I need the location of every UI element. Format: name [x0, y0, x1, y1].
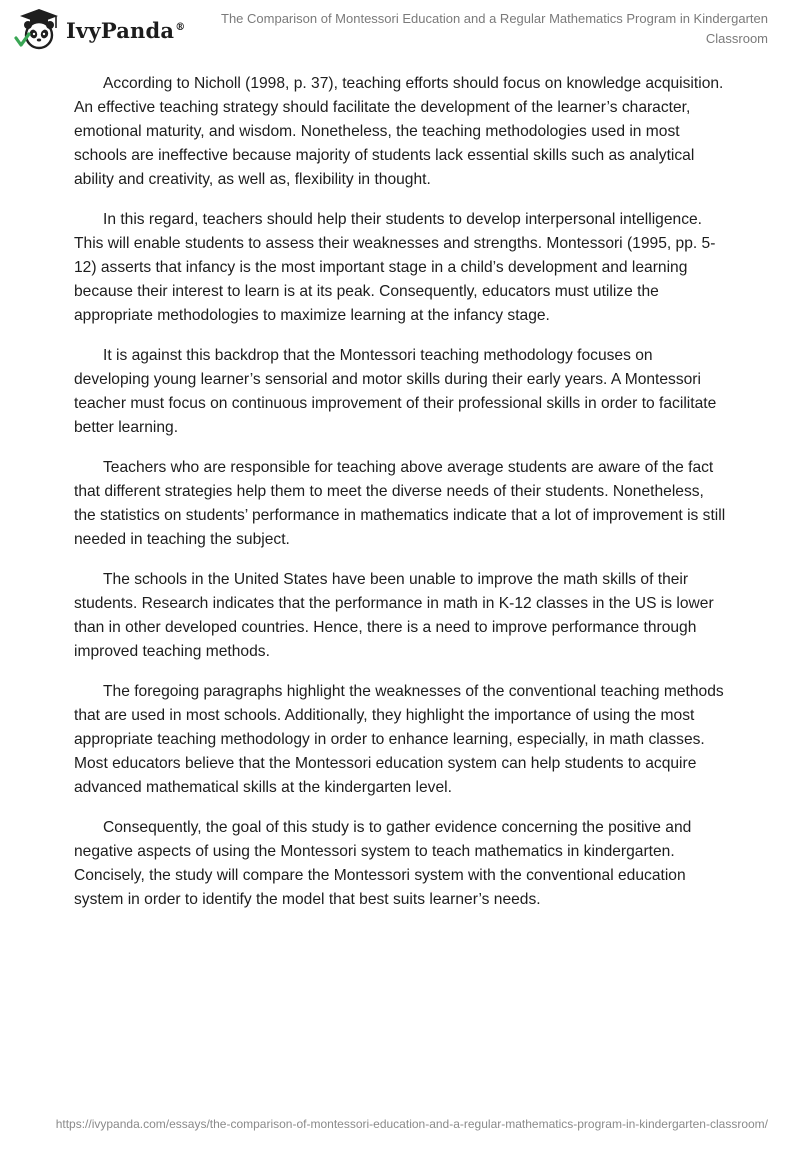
- paragraph: In this regard, teachers should help their students to develop interpersonal intelligence. This will enable students to assess their weaknesses and strengths. Montessori (1995, pp. 5-12) asserts that infancy is the most important stage in a child’s development and learning because their interest to learn is at its peak. Consequently, educators must utilize the appropriate methodologies to maximize learning at the infancy stage.: [74, 211, 716, 324]
- logo-text: IvyPanda®: [66, 17, 186, 43]
- source-url-link[interactable]: https://ivypanda.com/essays/the-comparison-of-montessori-education-and-a-regular-mathematics-program-in-kindergarten-classroom/: [55, 1117, 768, 1131]
- paragraph: Teachers who are responsible for teaching above average students are aware of the fact that different strategies help them to meet the diverse needs of their students. Nonetheless, the statistics on students’ performance in mathematics indicate that a lot of improvement is still needed in teaching the subject.: [74, 459, 726, 548]
- panda-graduate-icon: [12, 8, 64, 52]
- ivypanda-logo[interactable]: [12, 8, 185, 52]
- registered-mark: ®: [175, 21, 186, 33]
- paragraph: According to Nicholl (1998, p. 37), teaching efforts should focus on knowledge acquisition. An effective teaching strategy should facilitate the development of the learner’s character, emotional maturity, and wisdom. Nonetheless, the teaching methodologies used in most schools are ineffective because majority of students lack essential skills such as analytical ability and creativity, as well as, flexibility in thought.: [74, 75, 724, 188]
- paragraph: The schools in the United States have been unable to improve the math skills of their students. Research indicates that the performance in math in K-12 classes in the US is lower than in other developed countries. Hence, there is a need to improve performance through improved teaching methods.: [74, 571, 714, 660]
- document-title: The Comparison of Montessori Education and a Regular Mathematics Program in Kindergarten Classroom: [221, 11, 768, 46]
- page-header: [0, 0, 800, 60]
- paragraph: Consequently, the goal of this study is to gather evidence concerning the positive and negative aspects of using the Montessori system to teach mathematics in kindergarten. Concisely, the study will compare the Montessori system with the conventional education system in order to identify the model that best suits learner’s needs.: [74, 819, 692, 908]
- paragraph: It is against this backdrop that the Montessori teaching methodology focuses on developing young learner’s sensorial and motor skills during their early years. A Montessori teacher must focus on continuous improvement of their professional skills in order to facilitate better learning.: [74, 347, 717, 436]
- essay-body: [74, 72, 726, 928]
- paragraph: The foregoing paragraphs highlight the weaknesses of the conventional teaching methods that are used in most schools. Additionally, they highlight the importance of using the most appropriate teaching methodology in order to enhance learning, especially, in math classes. Most educators believe that the Montessori education system can help students to acquire advanced mathematical skills at the kindergarten level.: [74, 683, 724, 796]
